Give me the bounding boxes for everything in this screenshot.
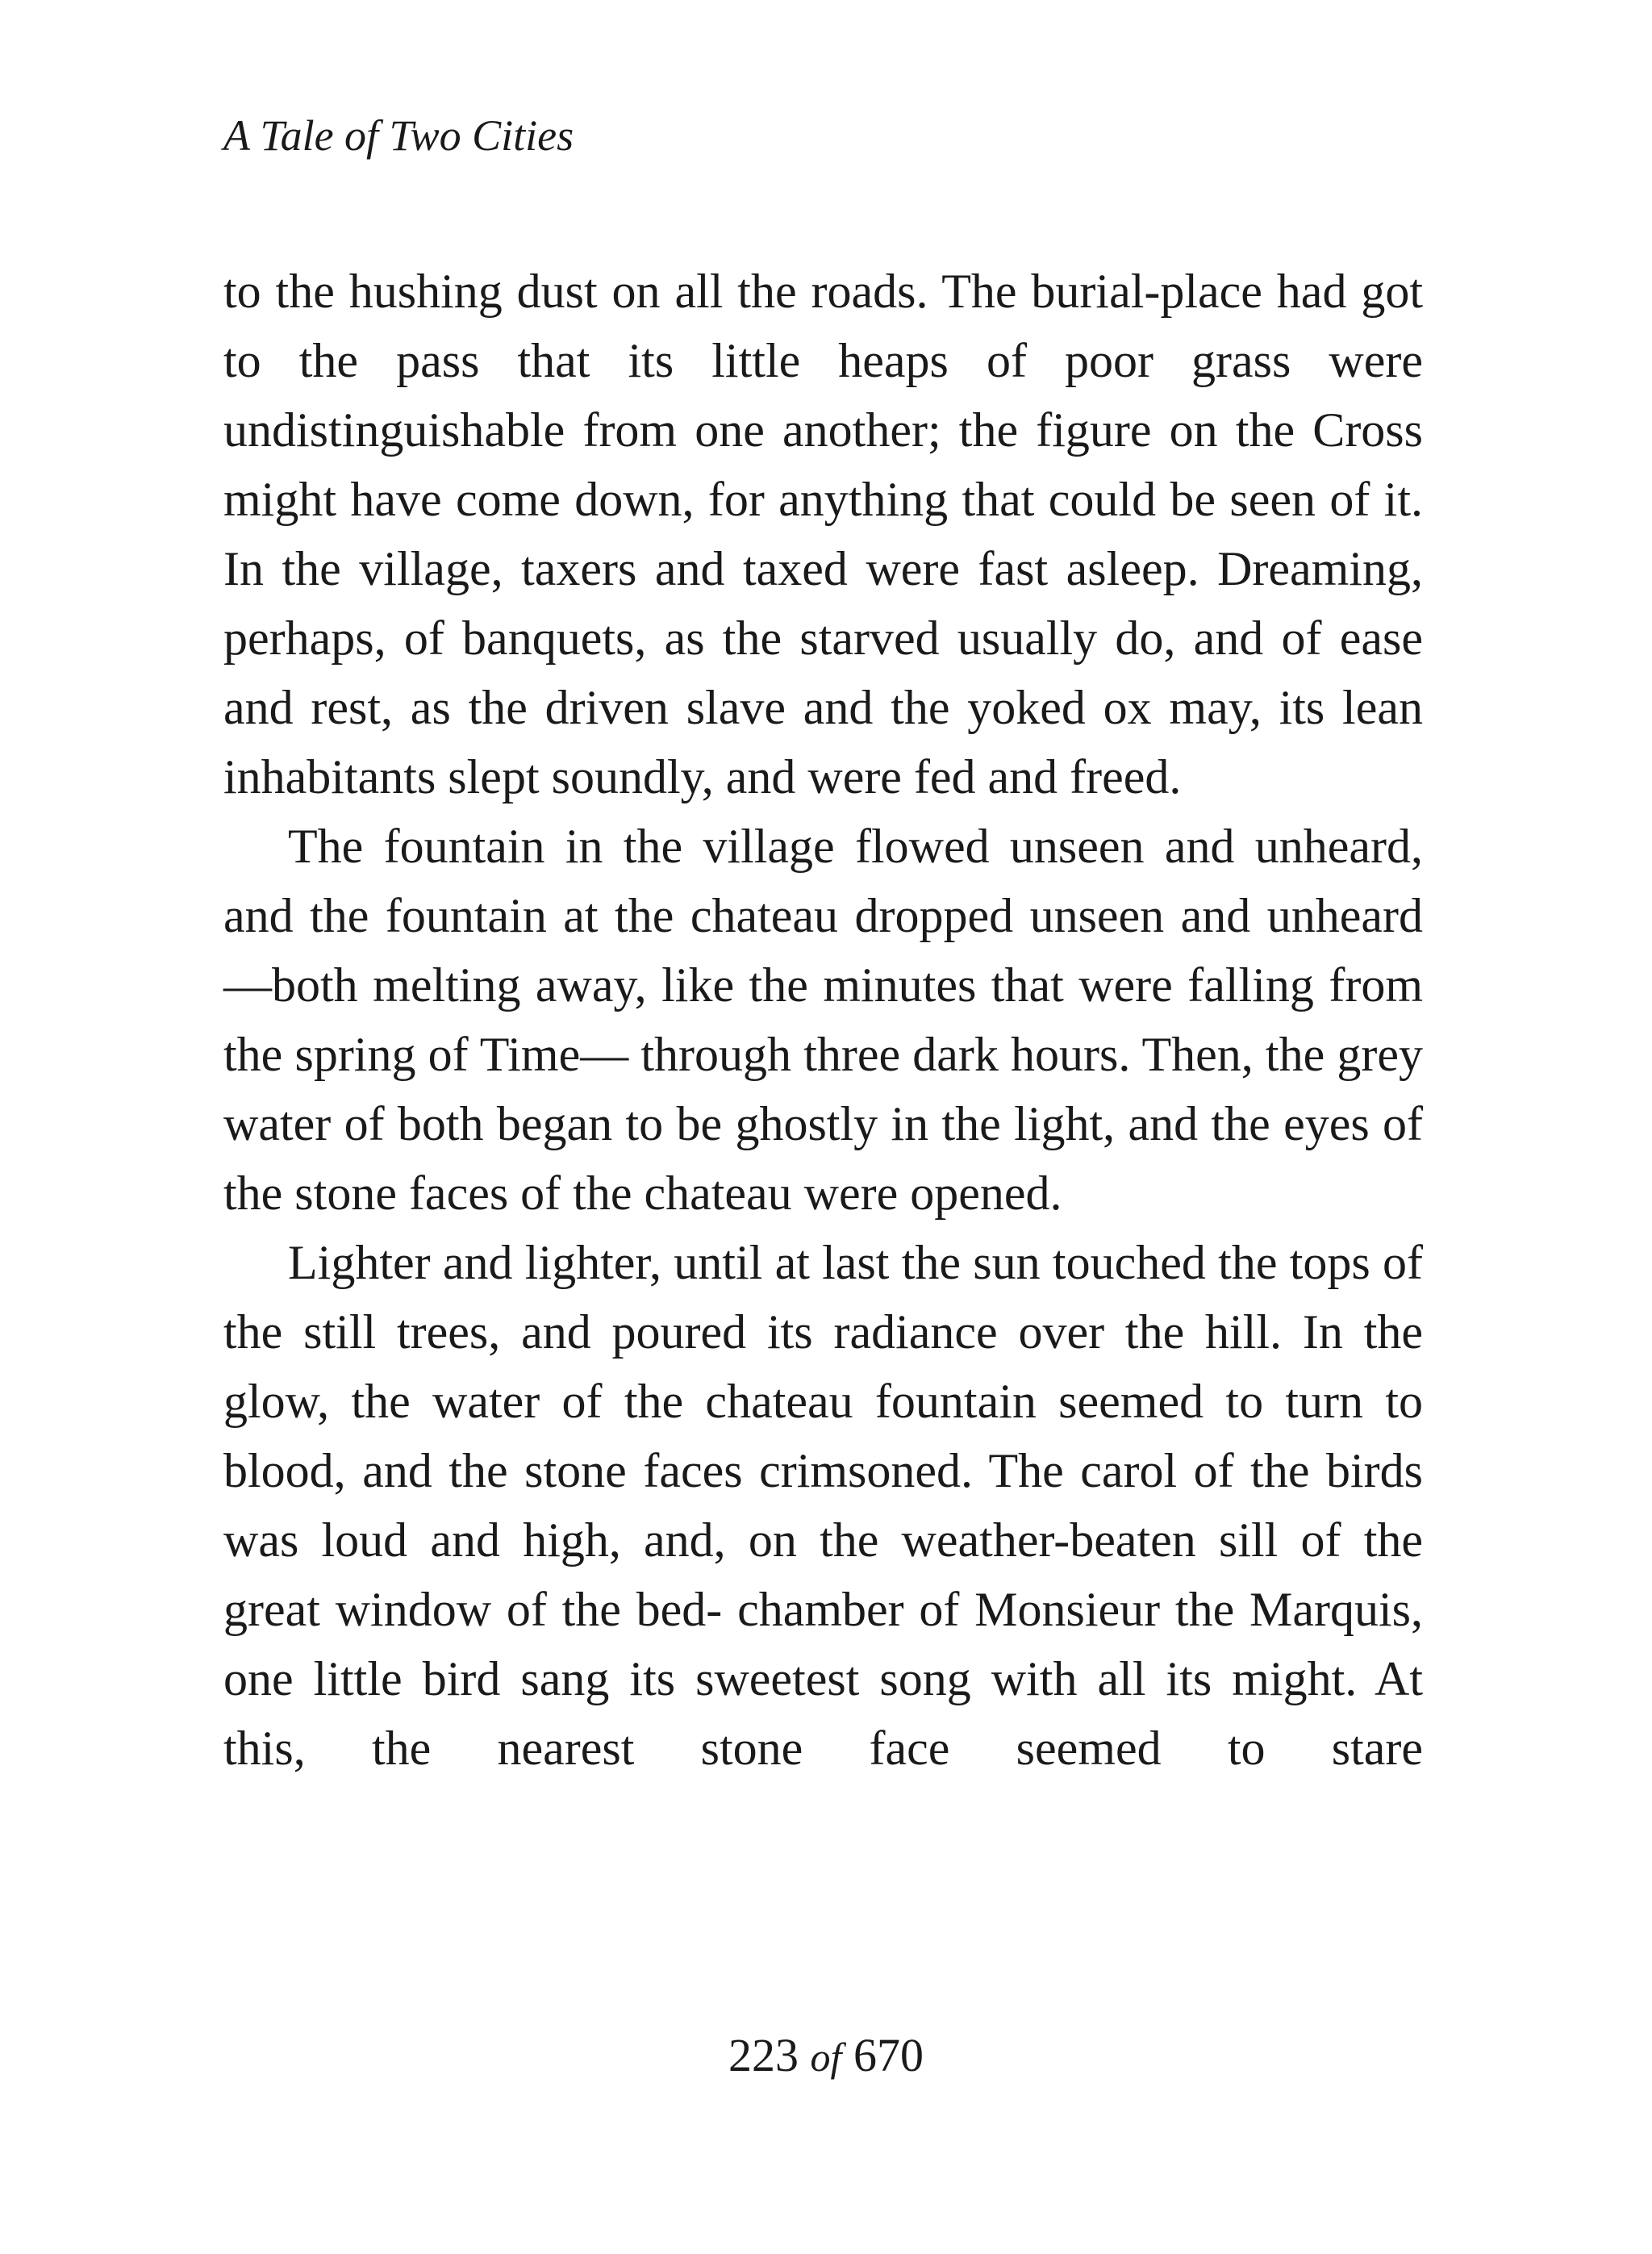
current-page-number: 223 [728,2029,799,2081]
page-number-footer [0,2023,1652,2089]
paragraph-fountain: The fountain in the village flowed unseen and unheard, and the fountain at the chateau dropped unseen and unheard—both melting away, like the minutes that were falling from the spring of Time— through three dark hours. Then, the grey water of both began to be ghostly in the light, and the eyes of the stone faces of the chateau were opened. [223,820,1423,1220]
running-head-book-title: A Tale of Two Cities [223,111,574,160]
page-of-separator: of [810,2035,842,2080]
paragraph-sunrise: Lighter and lighter, until at last the sun touched the tops of the still trees, and poured its radiance over the hill. In the glow, the water of the chateau fountain seemed to turn to blood, and the stone faces crimsoned. The carol of the birds was loud and high, and, on the weather-beaten sill of the great window of the bed- chamber of Monsieur the Marquis, one little bird sang its sweetest song with all its might. At this, the nearest stone face seemed to stare [223,1236,1423,1775]
page-body-text [223,257,1423,1783]
total-page-count: 670 [853,2029,924,2081]
paragraph-continued: to the hushing dust on all the roads. The burial-place had got to the pass that its little heaps of poor grass were undistinguishable from one another; the figure on the Cross might have come down, for anything that could be seen of it. In the village, taxers and taxed were fast asleep. Dreaming, perhaps, of banquets, as the starved usually do, and of ease and rest, as the driven slave and the yoked ox may, its lean inhabitants slept soundly, and were fed and freed. [223,265,1423,804]
